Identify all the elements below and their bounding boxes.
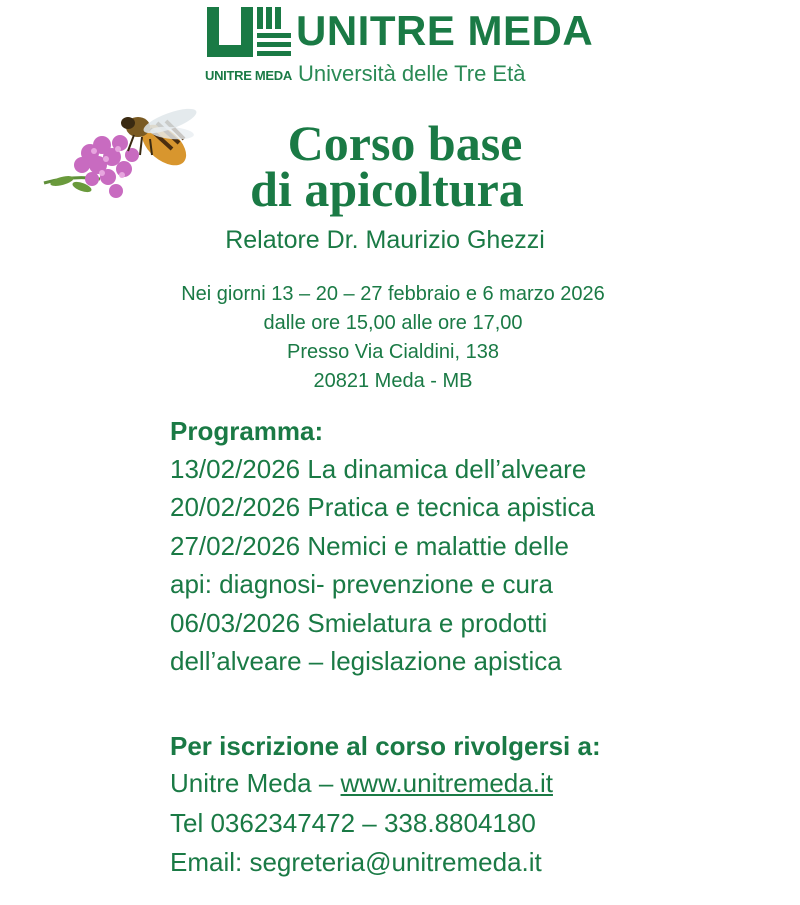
- enrollment-contact: [170, 764, 553, 802]
- course-title-line-2: di apicoltura: [250, 161, 524, 217]
- program-line: 06/03/2026 Smielatura e prodotti: [170, 608, 548, 638]
- course-time: dalle ore 15,00 alle ore 17,00: [263, 312, 523, 334]
- program-line: 20/02/2026 Pratica e tecnica apistica: [170, 492, 595, 522]
- logo-small-name: UNITRE MEDA: [205, 68, 292, 83]
- program-line: api: diagnosi- prevenzione e cura: [170, 569, 554, 599]
- phone-numbers: Tel 0362347472 – 338.8804180: [170, 808, 536, 838]
- unitre-logo-icon: [205, 5, 291, 67]
- course-address: Presso Via Cialdini, 138: [287, 341, 499, 363]
- program-line: 13/02/2026 La dinamica dell’alveare: [170, 454, 587, 484]
- enrollment-heading: Per iscrizione al corso rivolgersi a:: [170, 731, 601, 761]
- program-line: dell’alveare – legislazione apistica: [170, 646, 562, 676]
- course-title-line-1: Corso base: [287, 115, 523, 171]
- program-line: 27/02/2026 Nemici e malattie delle: [170, 531, 569, 561]
- course-dates: Nei giorni 13 – 20 – 27 febbraio e 6 marzo 2026: [181, 283, 605, 305]
- program-heading: Programma:: [170, 416, 324, 446]
- website-link[interactable]: www.unitremeda.it: [340, 768, 553, 798]
- course-city: 20821 Meda - MB: [313, 370, 473, 392]
- logo-name: UNITRE MEDA: [296, 7, 594, 54]
- logo-subtitle: Università delle Tre Età: [298, 61, 526, 86]
- email-address: Email: segreteria@unitremeda.it: [170, 847, 542, 877]
- org-name: Unitre Meda –: [170, 768, 341, 798]
- speaker: Relatore Dr. Maurizio Ghezzi: [225, 226, 545, 254]
